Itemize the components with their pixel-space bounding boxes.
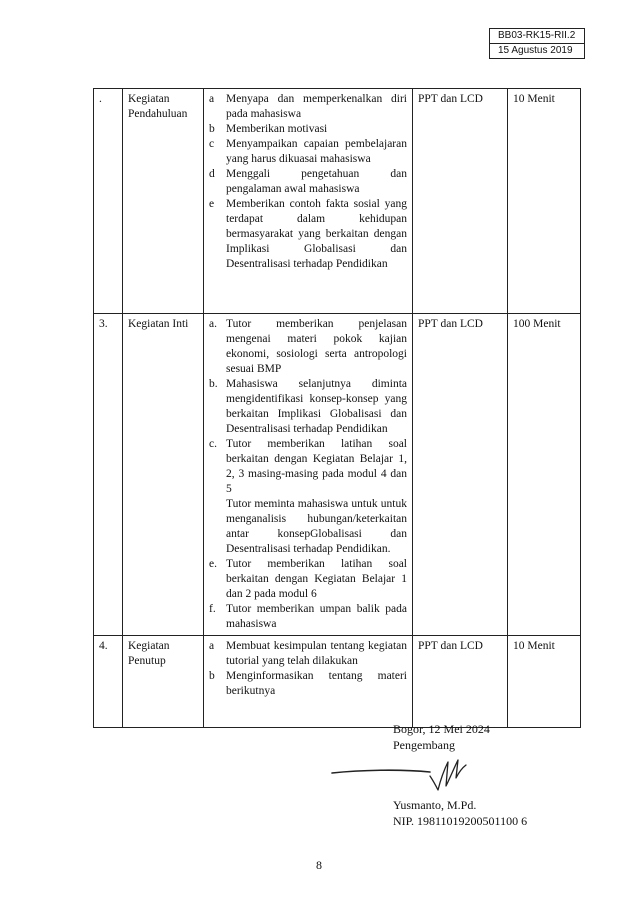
- step-label: e.: [209, 558, 217, 570]
- step-text: Menggali pengetahuan dan pengalaman awal mahasiswa: [226, 168, 407, 195]
- table-row: [94, 636, 581, 728]
- list-item: [209, 317, 407, 377]
- step-label: a: [209, 640, 215, 652]
- step-text: Tutor memberikan penjelasan mengenai materi pokok kajian ekonomi, sosiologi serta antropologi sesuai BMP: [226, 318, 407, 375]
- row-number: 3.: [94, 314, 123, 636]
- list-item: [209, 557, 407, 602]
- list-item: [209, 137, 407, 167]
- list-item: [209, 167, 407, 197]
- step-label: f.: [209, 603, 216, 615]
- list-item: [209, 497, 407, 557]
- step-text: Tutor memberikan umpan balik pada mahasiswa: [226, 603, 407, 630]
- row-number: 4.: [94, 636, 123, 728]
- step-label: b.: [209, 378, 218, 390]
- step-text: Tutor meminta mahasiswa untuk untuk menganalisis hubungan/keterkaitan antar konsepGlobalisasi dan Desentralisasi terhadap Pendidikan.: [226, 498, 407, 555]
- lesson-plan-table: [93, 88, 581, 728]
- step-text: Tutor memberikan latihan soal berkaitan dengan Kegiatan Belajar 1, 2, 3 masing-masing pada modul 4 dan 5: [226, 438, 407, 495]
- signer-name: Yusmanto, M.Pd.: [393, 798, 477, 812]
- step-label: c: [209, 138, 215, 150]
- signer-role: Pengembang: [393, 738, 455, 752]
- list-item: [209, 377, 407, 437]
- step-text: Membuat kesimpulan tentang kegiatan tutorial yang telah dilakukan: [226, 640, 407, 667]
- page-number: 8: [316, 858, 322, 872]
- place-date: Bogor, 12 Mei 2024: [393, 722, 490, 736]
- step-text: Memberikan motivasi: [226, 123, 328, 135]
- handwritten-signature: [330, 756, 470, 796]
- activity-name: Kegiatan Inti: [123, 314, 204, 636]
- step-label: a: [209, 93, 215, 105]
- signer-nip: NIP. 19811019200501100 6: [393, 814, 528, 828]
- step-label: c.: [209, 438, 217, 450]
- list-item: [209, 639, 407, 669]
- step-text: Menginformasikan tentang materi berikutnya: [226, 670, 407, 697]
- activity-steps: [204, 314, 413, 636]
- step-label: [209, 497, 226, 557]
- list-item: [209, 669, 407, 699]
- step-text: Menyapa dan memperkenalkan diri pada mahasiswa: [226, 93, 407, 120]
- activity-name: Kegiatan Penutup: [123, 636, 204, 728]
- document-code-box: [489, 28, 585, 59]
- media-cell: PPT dan LCD: [413, 636, 508, 728]
- step-text: Memberikan contoh fakta sosial yang terdapat dalam kehidupan bermasyarakat yang berkaitan dengan Implikasi Globalisasi dan Desentralisasi terhadap Pendidikan: [226, 198, 407, 270]
- duration-cell: 10 Menit: [508, 89, 581, 314]
- activity-name: Kegiatan Pendahuluan: [123, 89, 204, 314]
- activity-steps: [204, 636, 413, 728]
- step-label: b: [209, 670, 215, 682]
- row-number: .: [94, 89, 123, 314]
- list-item: [209, 92, 407, 122]
- activity-steps: [204, 89, 413, 314]
- list-item: [209, 437, 407, 497]
- step-label: a.: [209, 318, 217, 330]
- document-code: BB03-RK15-RII.2: [498, 30, 576, 41]
- list-item: [209, 602, 407, 632]
- step-text: Menyampaikan capaian pembelajaran yang harus dikuasai mahasiswa: [226, 138, 407, 165]
- document-date: 15 Agustus 2019: [490, 43, 584, 58]
- list-item: [209, 197, 407, 272]
- table-row: [94, 314, 581, 636]
- media-cell: PPT dan LCD: [413, 89, 508, 314]
- step-label: e: [209, 198, 215, 210]
- step-label: d: [209, 168, 215, 180]
- media-cell: PPT dan LCD: [413, 314, 508, 636]
- list-item: [209, 122, 407, 137]
- step-text: Tutor memberikan latihan soal berkaitan dengan Kegiatan Belajar 1 dan 2 pada modul 6: [226, 558, 407, 600]
- duration-cell: 100 Menit: [508, 314, 581, 636]
- duration-cell: 10 Menit: [508, 636, 581, 728]
- table-row: [94, 89, 581, 314]
- step-text: Mahasiswa selanjutnya diminta mengidentifikasi konsep-konsep yang berkaitan Implikasi Globalisasi dan Desentralisasi terhadap Pendidikan: [226, 378, 407, 435]
- step-label: b: [209, 123, 215, 135]
